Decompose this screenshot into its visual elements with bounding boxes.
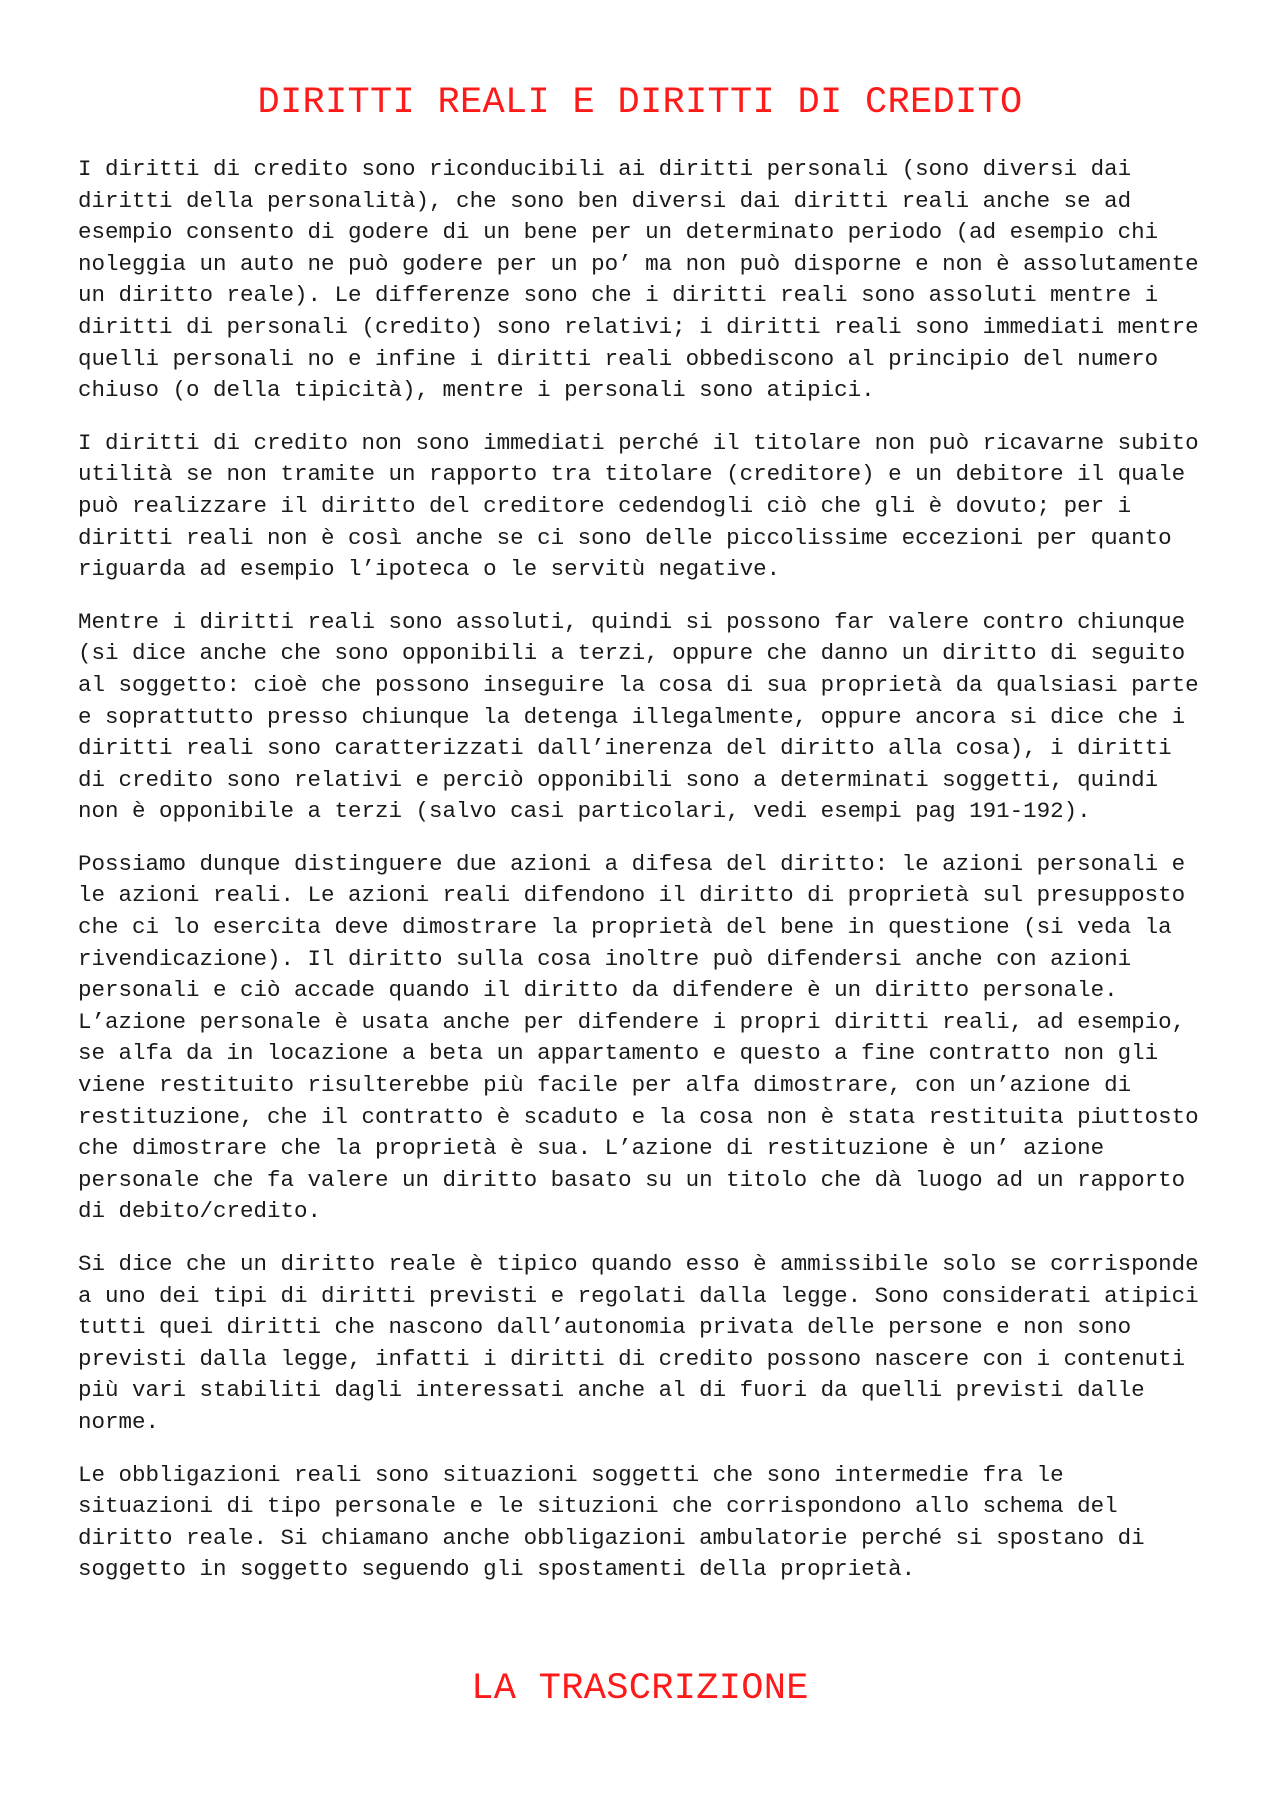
paragraph-1: I diritti di credito sono riconducibili ai diritti personali (sono diversi dai diritti della personalità), che sono ben diversi dai diritti reali anche se ad esempio consento di godere di un bene per un determinato periodo (ad esempio chi noleggia un auto ne può godere per un po’ ma non può disporne e non è assolutamente un diritto reale). Le differenze sono che i diritti reali sono assoluti mentre i diritti di personali (credito) sono relativi; i diritti reali sono immediati mentre quelli personali no e infine i diritti reali obbediscono al principio del numero chiuso (o della tipicità), mentre i personali sono atipici. xyxy=(78,156,1199,404)
paragraph-2: I diritti di credito non sono immediati perché il titolare non può ricavarne subito utilità se non tramite un rapporto tra titolare (creditore) e un debitore il quale può realizzare il diritto del creditore cedendogli ciò che gli è dovuto; per i diritti reali non è così anche se ci sono delle piccolissime eccezioni per quanto riguarda ad esempio l’ipoteca o le servitù negative. xyxy=(78,429,1199,583)
paragraph-5: Si dice che un diritto reale è tipico quando esso è ammissibile solo se corrisponde a uno dei tipi di diritti previsti e regolati dalla legge. Sono considerati atipici tutti quei diritti che nascono dall’autonomia privata delle persone e non sono previsti dalla legge, infatti i diritti di credito possono nascere con i contenuti più vari stabiliti dagli interessati anche al di fuori da quelli previsti dalle norme. xyxy=(78,1251,1199,1435)
section-title: LA TRASCRIZIONE xyxy=(471,1668,809,1710)
paragraph-4: Possiamo dunque distinguere due azioni a difesa del diritto: le azioni personali e le azioni reali. Le azioni reali difendono il diritto di proprietà sul presupposto che ci lo esercita deve dimostrare la proprietà del bene in questione (si veda la rivendicazione). Il diritto sulla cosa inoltre può difendersi anche con azioni personali e ciò accade quando il diritto da difendere è un diritto personale. L’azione personale è usata anche per difendere i propri diritti reali, ad esempio, se alfa da in locazione a beta un appartamento e questo a fine contratto non gli viene restituito risulterebbe più facile per alfa dimostrare, con un’azione di restituzione, che il contratto è scaduto e la cosa non è stata restituita piuttosto che dimostrare che la proprietà è sua. L’azione di restituzione è un’ azione personale che fa valere un diritto basato su un titolo che dà luogo ad un rapporto di debito/credito. xyxy=(78,850,1199,1225)
paragraph-6: Le obbligazioni reali sono situazioni soggetti che sono intermedie fra le situazioni di tipo personale e le situzioni che corrispondono allo schema del diritto reale. Si chiamano anche obbligazioni ambulatorie perché si spostano di soggetto in soggetto seguendo gli spostamenti della proprietà. xyxy=(78,1461,1145,1583)
paragraph-3: Mentre i diritti reali sono assoluti, quindi si possono far valere contro chiunque (si dice anche che sono opponibili a terzi, oppure che danno un diritto di seguito al soggetto: cioè che possono inseguire la cosa di sua proprietà da qualsiasi parte e soprattutto presso chiunque la detenga illegalmente, oppure ancora si dice che i diritti reali sono caratterizzati dall’inerenza del diritto alla cosa), i diritti di credito sono relativi e perciò opponibili sono a determinati soggetti, quindi non è opponibile a terzi (salvo casi particolari, vedi esempi pag 191-192). xyxy=(78,608,1199,825)
page-title: DIRITTI REALI E DIRITTI DI CREDITO xyxy=(257,82,1023,124)
document-body xyxy=(78,154,1208,1607)
